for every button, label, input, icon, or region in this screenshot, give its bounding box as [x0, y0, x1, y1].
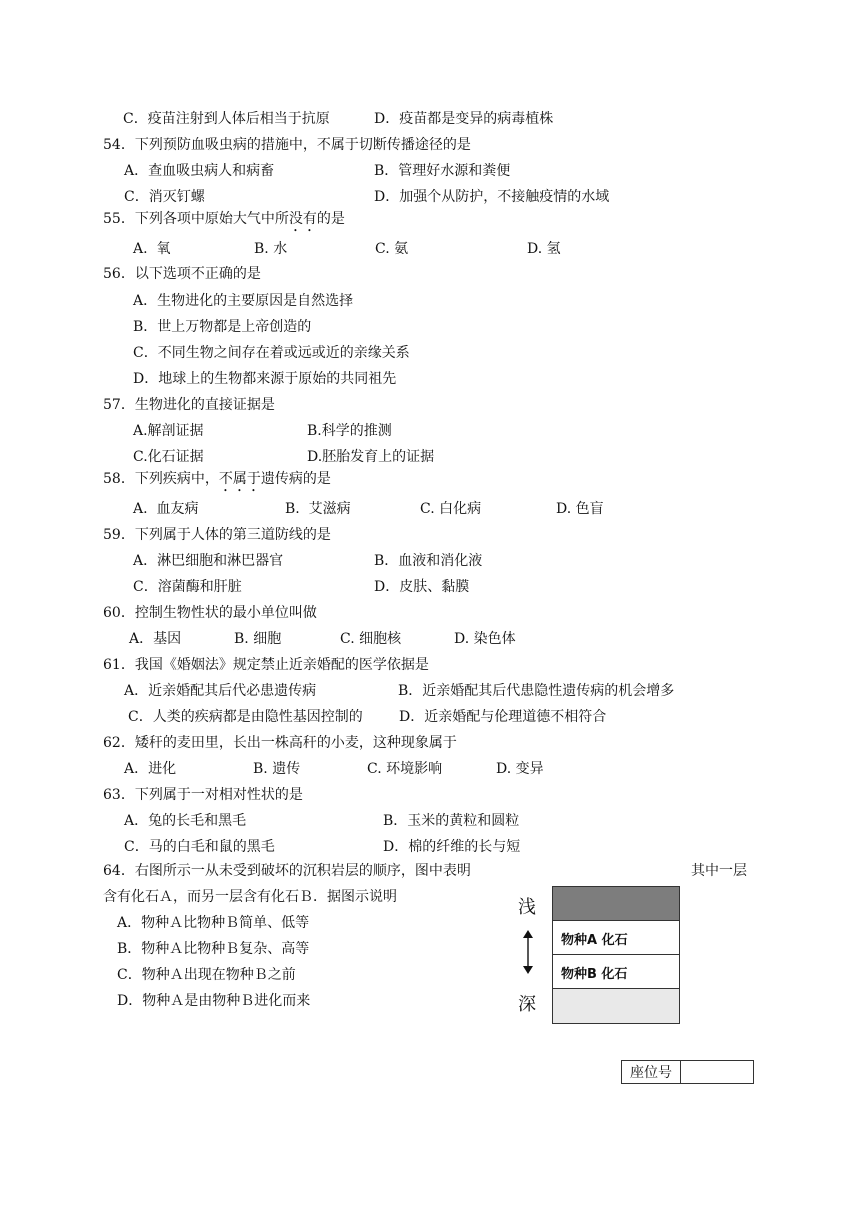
q54-option-b: B．管理好水源和粪便: [374, 163, 511, 179]
q58-stem: 58．下列疾病中，不属于遗传病的是: [103, 471, 331, 487]
q63-option-a: A．兔的长毛和黑毛: [124, 813, 247, 829]
q61-stem: 61．我国《婚姻法》规定禁止近亲婚配的医学依据是: [103, 657, 429, 673]
stratum-bottom: [553, 989, 679, 1023]
figure-label-deep: 深: [518, 994, 536, 1015]
q64-stem-line1-end: 其中一层: [691, 863, 747, 879]
q58-option-d: D. 色盲: [556, 501, 604, 517]
q64-option-a: A．物种Ａ比物种Ｂ简单、低等: [117, 915, 310, 931]
q57-stem: 57．生物进化的直接证据是: [103, 397, 275, 413]
q54-option-a: A．查血吸虫病人和病畜: [124, 163, 275, 179]
q62-option-b: B. 遗传: [253, 761, 301, 777]
q64-option-d: D．物种Ａ是由物种Ｂ进化而来: [117, 993, 311, 1009]
fossil-b-label: 物种B 化石: [561, 967, 628, 982]
q60-option-d: D. 染色体: [454, 631, 516, 647]
strata-diagram: [552, 886, 680, 1024]
q59-option-b: B．血液和消化液: [374, 553, 483, 569]
q62-option-c: C. 环境影响: [367, 761, 443, 777]
fossil-a-label: 物种A 化石: [561, 933, 628, 948]
q53-option-d: D．疫苗都是变异的病毒植株: [374, 111, 554, 127]
stratum-fossil-a: [553, 921, 679, 955]
q56-option-b: B．世上万物都是上帝创造的: [133, 319, 312, 335]
seat-number-label: 座位号: [622, 1061, 681, 1084]
q63-stem: 63．下列属于一对相对性状的是: [103, 787, 303, 803]
q56-option-d: D．地球上的生物都来源于原始的共同祖先: [133, 371, 397, 387]
q57-option-a: A.解剖证据: [133, 423, 204, 439]
q60-option-c: C. 细胞核: [340, 631, 402, 647]
q63-option-b: B．玉米的黄粒和圆粒: [383, 813, 520, 829]
q56-option-c: C．不同生物之间存在着或远或近的亲缘关系: [133, 345, 410, 361]
seat-number-field[interactable]: [681, 1061, 754, 1084]
q59-option-c: C．溶菌酶和肝脏: [133, 579, 242, 595]
stratum-fossil-b: [553, 955, 679, 989]
q64-option-b: B．物种Ａ比物种Ｂ复杂、高等: [117, 941, 310, 957]
q62-option-a: A．进化: [124, 761, 177, 777]
figure-label-shallow: 浅: [518, 897, 536, 918]
seat-number-box: [621, 1060, 754, 1084]
q62-option-d: D. 变异: [496, 761, 544, 777]
q58-option-c: C. 白化病: [420, 501, 482, 517]
q61-option-d: D．近亲婚配与伦理道德不相符合: [399, 709, 607, 725]
q63-option-c: C．马的白毛和鼠的黑毛: [124, 839, 275, 855]
q55-option-a: A. 氧: [133, 241, 171, 257]
q63-option-d: D．棉的纤维的长与短: [383, 839, 521, 855]
q60-stem: 60．控制生物性状的最小单位叫做: [103, 605, 317, 621]
q53-option-c: C．疫苗注射到人体后相当于抗原: [123, 111, 330, 127]
q55-option-b: B. 水: [254, 241, 288, 257]
q57-option-d: D.胚胎发育上的证据: [307, 449, 435, 465]
q58-option-b: B. 艾滋病: [285, 501, 351, 517]
q64-stem-line2: 含有化石Ａ，而另一层含有化石Ｂ．据图示说明: [103, 889, 397, 905]
q57-option-c: C.化石证据: [133, 449, 204, 465]
q56-option-a: A．生物进化的主要原因是自然选择: [133, 293, 354, 309]
q55-stem: 55．下列各项中原始大气中所没有的是: [103, 211, 345, 227]
stratum-top: [553, 887, 679, 921]
q60-option-a: A．基因: [129, 631, 182, 647]
q64-stem-line1: 64．右图所示一从未受到破坏的沉积岩层的顺序，图中表明: [103, 863, 471, 879]
q57-option-b: B.科学的推测: [307, 423, 392, 439]
q61-option-c: C．人类的疾病都是由隐性基因控制的: [128, 709, 363, 725]
q56-stem: 56．以下选项不正确的是: [103, 266, 261, 282]
q54-stem: 54．下列预防血吸虫病的措施中，不属于切断传播途径的是: [103, 137, 471, 153]
q54-option-c: C．消灭钉螺: [124, 189, 205, 205]
q62-stem: 62．矮秆的麦田里，长出一株高秆的小麦，这种现象属于: [103, 735, 457, 751]
q60-option-b: B. 细胞: [234, 631, 282, 647]
depth-arrow-icon: [522, 930, 534, 974]
q64-option-c: C．物种Ａ出现在物种Ｂ之前: [117, 967, 296, 983]
q58-option-a: A. 血友病: [133, 501, 199, 517]
q61-option-a: A．近亲婚配其后代必患遗传病: [124, 683, 317, 699]
q54-option-d: D．加强个从防护，不接触疫情的水域: [374, 189, 610, 205]
q55-option-c: C. 氨: [375, 241, 409, 257]
q59-stem: 59．下列属于人体的第三道防线的是: [103, 527, 331, 543]
q61-option-b: B．近亲婚配其后代患隐性遗传病的机会增多: [398, 683, 675, 699]
q55-option-d: D. 氢: [527, 241, 561, 257]
q59-option-a: A．淋巴细胞和淋巴器官: [133, 553, 284, 569]
q59-option-d: D．皮肤、黏膜: [374, 579, 470, 595]
